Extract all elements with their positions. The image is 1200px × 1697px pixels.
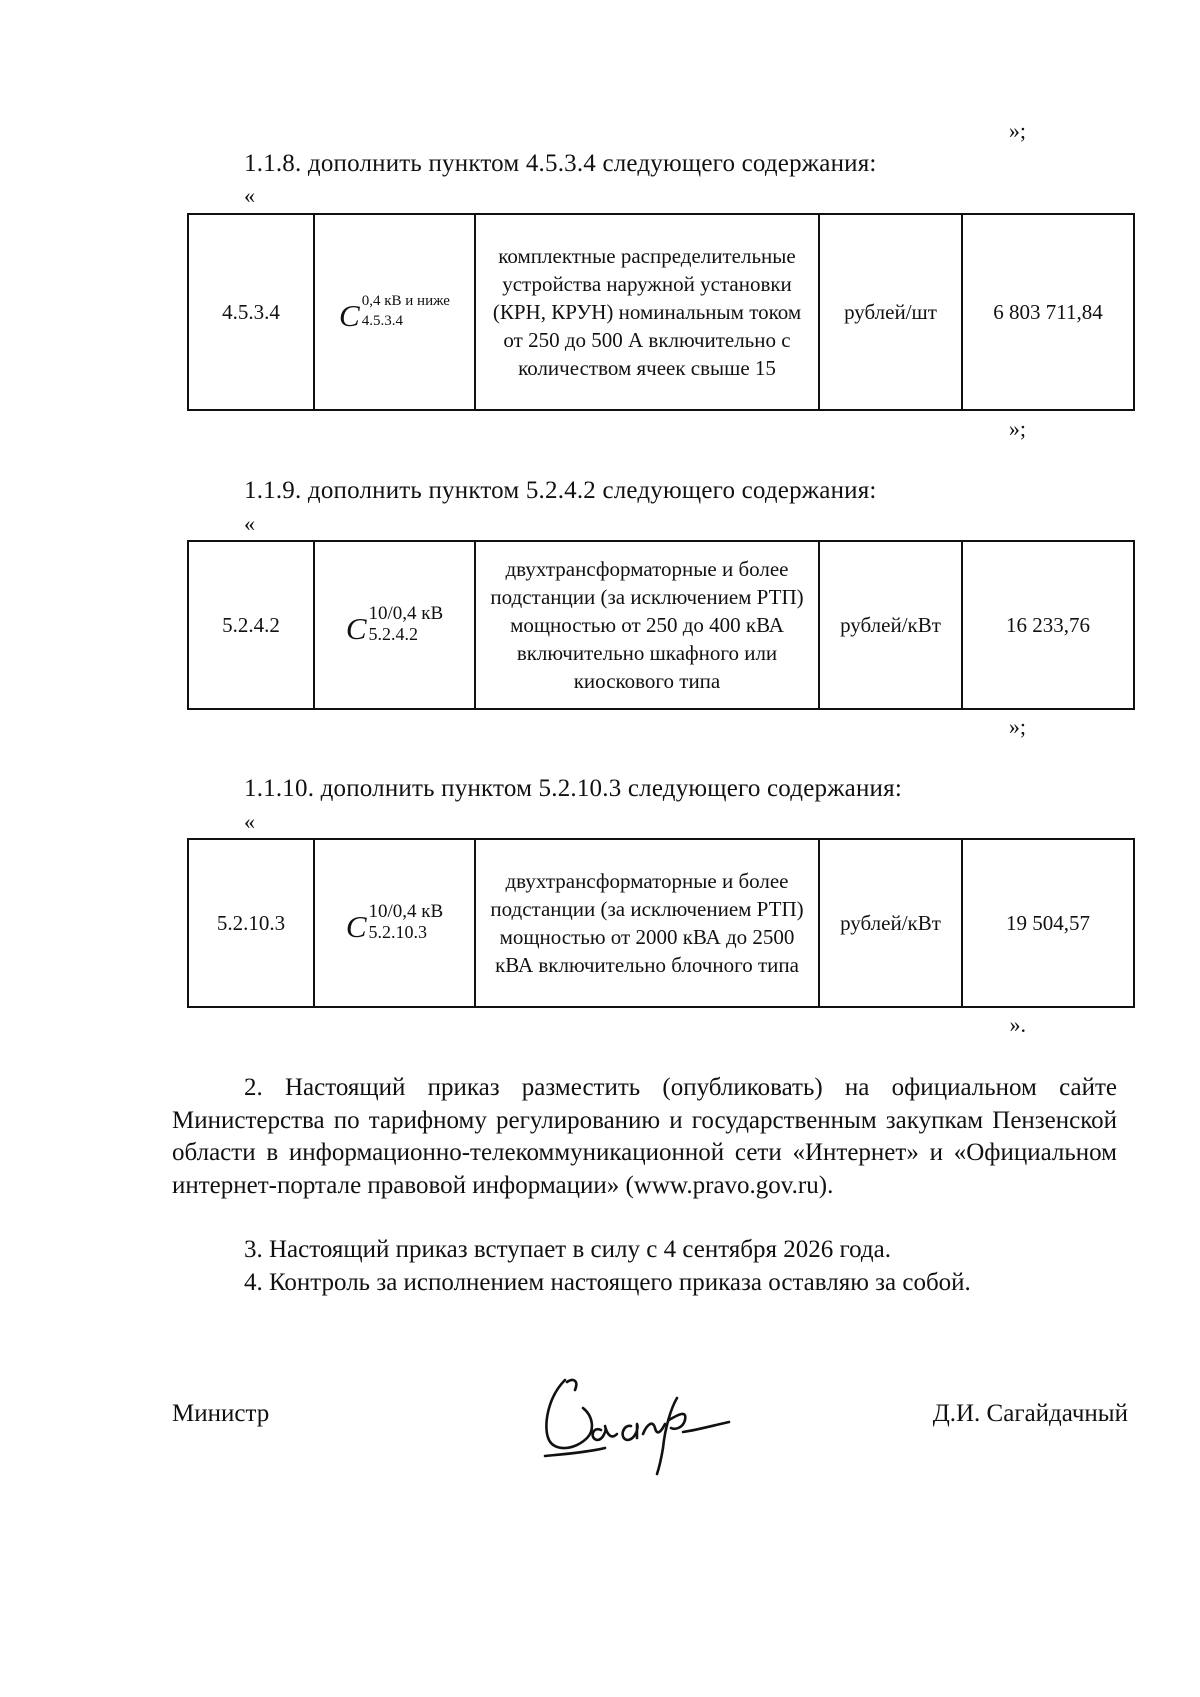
- formula-subscript: 5.2.4.2: [368, 624, 418, 644]
- section-heading-1-1-9: 1.1.9. дополнить пунктом 5.2.4.2 следующего содержания:: [244, 477, 877, 504]
- rate-formula: [314, 541, 475, 709]
- opening-quote: «: [244, 809, 255, 834]
- unit-of-measure: рублей/кВт: [819, 541, 962, 709]
- rate-value: 6 803 711,84: [962, 214, 1134, 410]
- rate-formula: [314, 839, 475, 1007]
- paragraph-effective-date: 3. Настоящий приказ вступает в силу с 4 сентября 2026 года.: [244, 1236, 891, 1263]
- item-number: 5.2.4.2: [188, 541, 314, 709]
- rate-formula: [314, 214, 475, 410]
- paragraph-publication: 2. Настоящий приказ разместить (опубликовать) на официальном сайте Министерства по тарифному регулированию и государственным закупкам Пензенской области в информационно-телекоммуникационной сети «Интернет» и «Официальном интернет-портале правовой информации» (www.pravo.gov.ru).: [172, 1074, 1117, 1199]
- handwritten-signature: [535, 1368, 755, 1478]
- item-description: комплектные распределительные устройства наружной установки (КРН, КРУН) номинальным током от 250 до 500 А включительно с количеством ячеек свыше 15: [475, 214, 819, 410]
- formula-superscript: 10/0,4 кВ: [368, 901, 444, 922]
- item-description: двухтрансформаторные и более подстанции (за исключением РТП) мощностью от 2000 кВА до 2500 кВА включительно блочного типа: [475, 839, 819, 1007]
- section-heading-1-1-8: 1.1.8. дополнить пунктом 4.5.3.4 следующего содержания:: [244, 150, 877, 177]
- unit-of-measure: рублей/кВт: [819, 839, 962, 1007]
- opening-quote: «: [244, 511, 255, 536]
- formula-subscript: 4.5.3.4: [361, 313, 403, 329]
- tariff-table-5-2-4-2: [187, 540, 1135, 710]
- rate-value: 19 504,57: [962, 839, 1134, 1007]
- formula-symbol: C: [345, 909, 367, 944]
- closing-quote: »;: [1008, 714, 1026, 739]
- paragraph-control: 4. Контроль за исполнением настоящего приказа оставляю за собой.: [244, 1269, 971, 1296]
- formula-superscript: 10/0,4 кВ: [368, 603, 444, 624]
- table-row: [188, 541, 1134, 709]
- formula-superscript: 0,4 кВ и ниже: [361, 293, 450, 309]
- item-number: 5.2.10.3: [188, 839, 314, 1007]
- item-description: двухтрансформаторные и более подстанции (за исключением РТП) мощностью от 250 до 400 кВА включительно шкафного или киоскового типа: [475, 541, 819, 709]
- formula-subscript: 5.2.10.3: [368, 922, 427, 942]
- closing-quote: »;: [1008, 118, 1026, 143]
- signer-position: Министр: [172, 1400, 270, 1427]
- tariff-table-4-5-3-4: [187, 213, 1135, 411]
- section-heading-1-1-10: 1.1.10. дополнить пунктом 5.2.10.3 следующего содержания:: [244, 775, 902, 802]
- formula-symbol: C: [339, 298, 360, 333]
- closing-quote: ».: [1009, 1012, 1026, 1037]
- table-row: [188, 214, 1134, 410]
- rate-value: 16 233,76: [962, 541, 1134, 709]
- table-row: [188, 839, 1134, 1007]
- unit-of-measure: рублей/шт: [819, 214, 962, 410]
- item-number: 4.5.3.4: [188, 214, 314, 410]
- tariff-table-5-2-10-3: [187, 838, 1135, 1008]
- signer-name: Д.И. Сагайдачный: [932, 1400, 1128, 1427]
- closing-quote: »;: [1008, 416, 1026, 441]
- formula-symbol: C: [345, 611, 367, 646]
- opening-quote: «: [244, 183, 255, 208]
